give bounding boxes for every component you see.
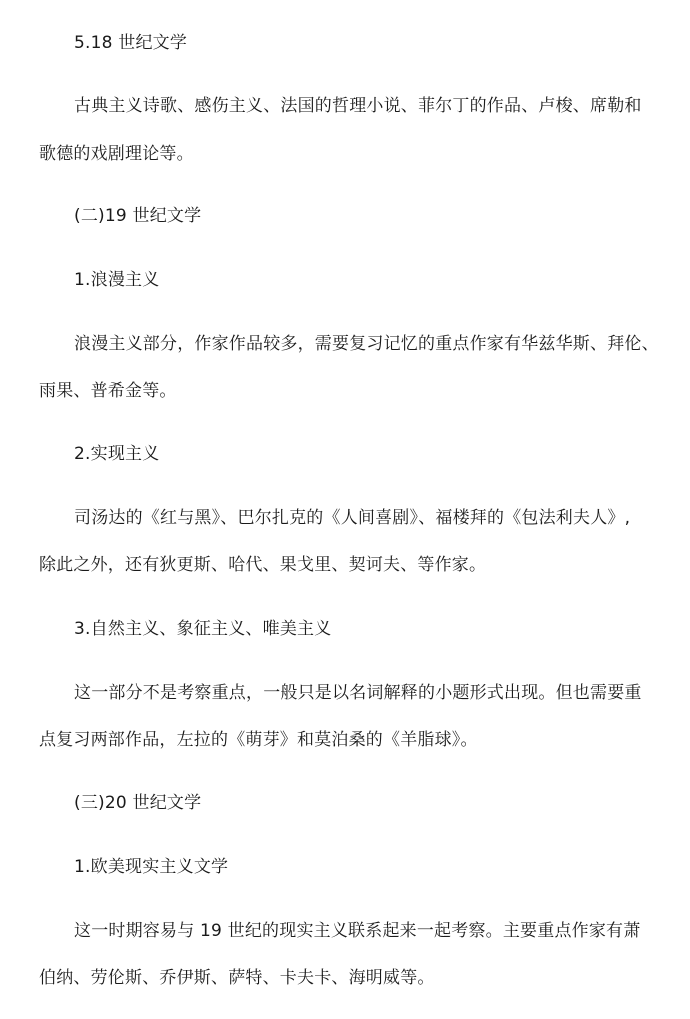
paragraph-line: 歌德的戏剧理论等。	[39, 144, 194, 164]
paragraph-line: 伯纳、劳伦斯、乔伊斯、萨特、卡夫卡、海明威等。	[39, 968, 435, 988]
paragraph-line: 这一时期容易与 19 世纪的现实主义联系起来一起考察。主要重点作家有萧	[74, 921, 641, 941]
section-heading-20th-century: (三)20 世纪文学	[74, 793, 202, 813]
section-heading-19th-century: (二)19 世纪文学	[74, 206, 202, 226]
paragraph-line: 除此之外，还有狄更斯、哈代、果戈里、契诃夫、等作家。	[39, 555, 487, 575]
subheading-naturalism-symbolism-aestheticism: 3.自然主义、象征主义、唯美主义	[74, 619, 332, 639]
paragraph-line: 浪漫主义部分，作家作品较多，需要复习记忆的重点作家有华兹华斯、拜伦、	[74, 334, 659, 354]
paragraph-line: 这一部分不是考察重点，一般只是以名词解释的小题形式出现。但也需要重	[74, 683, 642, 703]
subheading-romanticism: 1.浪漫主义	[74, 270, 160, 290]
paragraph-line: 司汤达的《红与黑》、巴尔扎克的《人间喜剧》、福楼拜的《包法利夫人》,	[74, 508, 631, 528]
subheading-realism: 2.实现主义	[74, 444, 160, 464]
subheading-western-realism: 1.欧美现实主义文学	[74, 857, 229, 877]
paragraph-line: 古典主义诗歌、感伤主义、法国的哲理小说、菲尔丁的作品、卢梭、席勒和	[74, 96, 642, 116]
section-heading-18th-century: 5.18 世纪文学	[74, 33, 188, 53]
paragraph-line: 点复习两部作品，左拉的《萌芽》和莫泊桑的《羊脂球》。	[39, 730, 478, 750]
paragraph-line: 雨果、普希金等。	[39, 381, 177, 401]
